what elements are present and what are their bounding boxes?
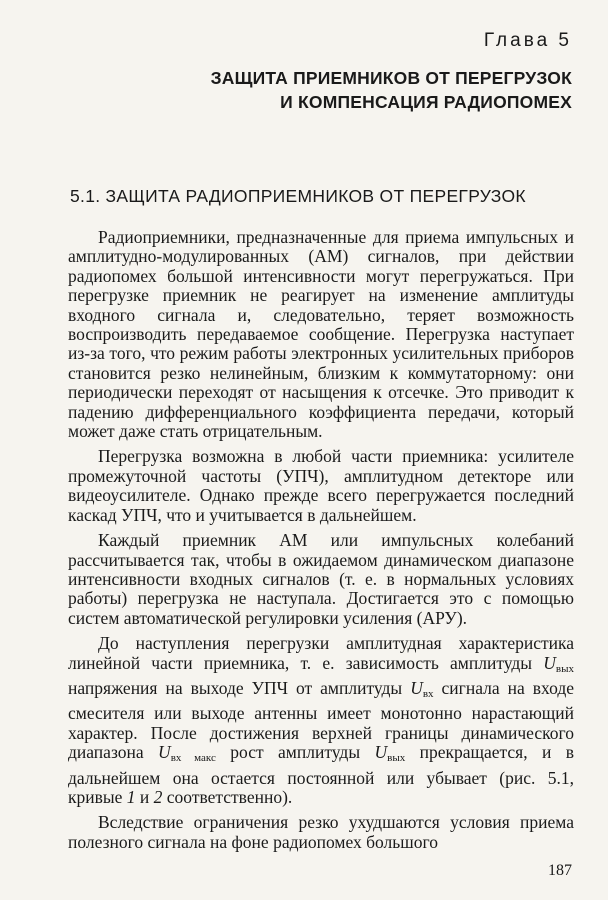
u-in-max-symbol: $U_{вх макс}$ xyxy=(158,742,216,765)
u-out-subscript-2: вых xyxy=(387,752,406,765)
u-out-symbol-2: $U_{вых}$ xyxy=(374,742,406,765)
paragraph-3: Каждый приемник АМ или импульсных колебаний рассчитывается так, чтобы в ожидаемом динамическом диапазоне интенсивности входных сигналов (т. е. в нормальных условиях работы) перегрузка не наступала. Достигается это с помощью систем автоматической регулировки усиления (АРУ). xyxy=(68,530,574,628)
u-out-symbol: $U_{вых}$ xyxy=(543,652,574,675)
curve-2-label: 2 xyxy=(153,786,163,807)
chapter-title-line-2: И КОМПЕНСАЦИЯ РАДИОПОМЕХ xyxy=(280,92,572,112)
paragraph-4 xyxy=(68,634,574,807)
chapter-title-line-1: ЗАЩИТА ПРИЕМНИКОВ ОТ ПЕРЕГРУЗОК xyxy=(210,68,572,88)
u-in-subscript: вх xyxy=(422,687,434,700)
paragraph-4-text-5: прекращается, и в дальнейшем она остается постоянной или убывает (рис. 5.1, кривые xyxy=(68,742,575,807)
u-in-symbol: $U_{вх}$ xyxy=(410,677,434,700)
paragraph-4-text-6: и xyxy=(135,786,154,807)
page-number: 187 xyxy=(548,862,572,879)
curve-1-label: 1 xyxy=(126,786,136,807)
paragraph-4-text-3: сигнала на входе смесителя или выходе антенны имеет монотонно нарастающий характер. После достижения верхней границы динамического диапазона xyxy=(68,677,574,763)
chapter-title xyxy=(52,66,572,114)
paragraph-4-text-2: напряжения на выходе УПЧ от амплитуды xyxy=(68,677,411,698)
paragraph-4-text-4: рост амплитуды xyxy=(215,742,375,763)
u-out-subscript: вых xyxy=(555,662,574,675)
paragraph-4-text-1: До наступления перегрузки амплитудная характеристика линейной части приемника, т. е. зависимость амплитуды xyxy=(68,633,574,673)
chapter-label: Глава 5 xyxy=(483,30,572,51)
section-heading: 5.1. ЗАЩИТА РАДИОПРИЕМНИКОВ ОТ ПЕРЕГРУЗОК xyxy=(70,186,526,206)
paragraph-2: Перегрузка возможна в любой части приемника: усилителе промежуточной частоты (УПЧ), амплитудном детекторе или видеоусилителе. Однако прежде всего перегружается последний каскад УПЧ, что и учитывается в дальнейшем. xyxy=(68,446,574,525)
paragraph-1: Радиоприемники, предназначенные для приема импульсных и амплитудно-модулированных (АМ) сигналов, при действии радиопомех большой интенсивности могут перегружаться. При перегрузке приемник не реагирует на изменение амплитуды входного сигнала и, следовательно, теряет возможность воспроизводить передаваемое сообщение. Перегрузка наступает из-за того, что режим работы электронных усилительных приборов становится резко нелинейным, близким к коммутаторному: они периодически переходят от насыщения к отсечке. Это приводит к падению дифференциального коэффициента передачи, который может даже стать отрицательным. xyxy=(68,227,574,442)
paragraph-5: Вследствие ограничения резко ухудшаются условия приема полезного сигнала на фоне радиопомех большого xyxy=(68,812,574,852)
u-in-max-subscript: вх макс xyxy=(170,752,216,765)
paragraph-4-text-7: соответственно). xyxy=(162,786,293,807)
body-text xyxy=(68,228,574,852)
